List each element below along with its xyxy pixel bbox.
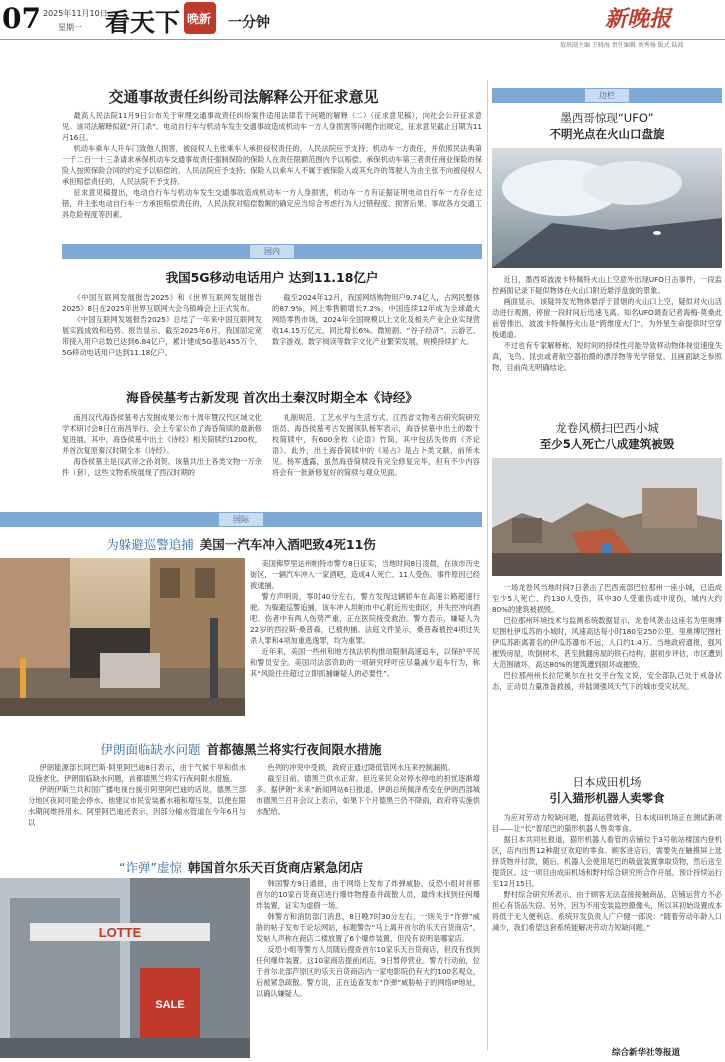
korea-article-title	[0, 858, 482, 876]
japan-article-title: 日本成田机场	[572, 775, 642, 789]
car-paragraph: 警方声明说，零时40分左右，警方发现这辆轿车在高速公路超速行驶。为躲避巡警追捕，该车冲入坦帕市中心附近历史街区，并失控冲向酒吧。伤者中有两人伤势严重，正在医院接受救治。警方表示，嫌疑人为22岁的西拉斯·桑普森，已被拘捕。法庭文件显示，桑普森被控4项过失杀人罪和4项加重逃逸罪，均为重罪。	[250, 592, 481, 645]
iran-paragraph: 伊朗伊斯兰共和国广播电视台援引阿里阿巴迪的话说，德黑兰部分地区夜间可能会停水。他建议市民安装蓄水箱和增压泵，以便在限水期间维持用水。阿里阿巴迪还表示，因部分输水管道在今年6月与以	[28, 785, 246, 827]
car-article-kicker: 为躲避巡警追捕	[106, 537, 194, 552]
haihunhou-article-col2	[272, 412, 480, 478]
car-article-title	[0, 535, 482, 553]
tornado-damage-photo	[492, 458, 722, 576]
lead-paragraph: 最高人民法院11月9日公布关于审理交通事故责任纠纷案件适用法律若干问题的解释（二）（征求意见稿），向社会公开征求意见。该司法解释拟就“开门杀”、电动自行车与机动车发生交通事故造成机动车一方人身损害等问题作出规定，征求意见截止日期为11月16日。	[62, 111, 482, 142]
car-crash-photo-image	[0, 558, 245, 716]
section-title: 看天下	[105, 8, 181, 37]
brazil-paragraph: 巴拉那州环境技术与监测系统数据显示，龙卷风袭击这座名为里奥博尼图杜伊瓜苏的小城时，风速高达每小时180至250公里。里奥博尼图杜伊瓜苏距离著名的伊瓜苏瀑布不远，人口约1.4万。当地政府通报，强风摧毁房屋，吹倒树木，甚至掀翻房屋的铁石结构，据初步评估，市区遭到大范围破坏，高达80%的建筑遭到损坏或摧毁。	[492, 616, 723, 669]
section-label-international	[0, 512, 482, 527]
section-label-domestic	[62, 244, 482, 259]
korea-article-kicker: “诈弹”虚惊	[119, 860, 182, 875]
iran-article-col2	[256, 762, 480, 817]
car-paragraph: 美国佛罗里达州帕特市警方8日证实，当地时间8日凌晨，在该市历史街区，一辆汽车冲入一家酒吧，造成4人死亡、11人受伤。事件原因已经被逮捕。	[250, 559, 480, 590]
iran-article-head: 首都德黑兰将实行夜间限水措施	[206, 742, 382, 757]
korea-paragraph: 反恐小组等警方人员随后搜查首尔10家乐天百货商店，但没有找到任何爆炸装置。这10家商店提前闭店，9日暂停营业。警方行动前，位于首尔北部芦原区的乐天百货商店内一家电影院仍有大约100名观众，后被紧急疏散。警方说，正在追查发布“诈弹”威胁帖子的网络IP地址，以确认嫌疑人。	[256, 945, 480, 998]
page-header	[0, 0, 725, 49]
haihunhou-paragraph: 礼制规范、工艺水平与生活方式。江西省文物考古研究院研究馆员、海昏侯墓考古发掘领队杨军表示，海昏侯墓中出土的数千枚简牍中，有600余枚《论语》竹简，其中包括失传的《齐论语》。此外，出土海昏简牍中的《易占》是占卜类文献，前所未见。杨军透露，虽然海昏简牍没有完全修复完毕，但有不少内容将会有一批新修复好的简牍与观众见面。	[272, 413, 480, 477]
issue-weekday: 星期一	[58, 23, 82, 32]
editor-credits: 值班副主编 王晓海 责任编辑 刘秀扬 版式 陆波	[560, 42, 684, 49]
5g-article-title: 我国5G移动电话用户 达到11.18亿户	[165, 270, 379, 285]
ufo-article-title: 墨西哥惊现“UFO”	[560, 111, 654, 125]
iran-paragraph: 伊朗能源部长阿巴斯·阿里阿巴迪8日表示，由于气候干旱和供水设施老化，伊朗面临缺水问题，首都德黑兰将实行夜间限水措施。	[28, 763, 246, 783]
japan-paragraph: 据日本共同社报道，猫形机器人看管的店铺位于3号航站楼国内登机区，店内出售12种甜豆欢迎的零食。顾客进店后，需要先在触摸屏上选择货物并付款，随后，机器人会使用尾巴的吸盘装置拿取货物，然后送至提货区。这一项目由成田机场和野村综合研究所合作开展，预计持续运行至12月15日。	[492, 835, 723, 888]
section-logo	[184, 2, 216, 34]
column-divider	[487, 80, 488, 1050]
korea-article-body	[256, 878, 480, 999]
iran-article-title	[0, 740, 482, 758]
car-paragraph: 近年来，美国一些州和地方执法机构推动限制高速追车，以保护平民和警员安全。美国司法部资助的一项研究呼吁应尽量减少追车行为，称其“风险往往超过立即抓捕嫌疑人的必要性”。	[250, 647, 480, 678]
lead-body	[62, 110, 482, 220]
section-label-international-text: 国际	[219, 513, 263, 526]
page-number: 07	[2, 2, 41, 35]
lead-paragraph: 征求意见稿提出，电动自行车与机动车发生交通事故造成机动车一方人身损害，机动车一方有证据证明电动自行车一方存在过错，并主张电动自行车一方承担赔偿责任的，人民法院对赔偿数额的确定应当综合考虑行为人过错程度、损害后果、事故各方交通工具危险程度等因素。	[62, 188, 482, 219]
ufo-paragraph: 近日，墨西哥波波卡特佩特火山上空意外出现UFO日击事件，一段监控画面记录下疑似物体在火山口附近悬浮盘旋的景象。	[492, 275, 722, 295]
section-label-trivia-text: 边栏	[585, 89, 629, 102]
section-label-trivia	[492, 88, 722, 103]
5g-article-col1	[62, 292, 262, 358]
source-credit: 综合新华社等报道	[612, 1048, 681, 1058]
ufo-article-body	[492, 274, 722, 373]
brazil-article-body	[492, 582, 722, 692]
5g-paragraph: 《中国互联网发展报告2025》和《世界互联网发展报告2025》8日在2025年世界互联网大会乌镇峰会上正式发布。	[62, 293, 262, 313]
lotte-store-photo	[0, 878, 250, 1058]
section-label-domestic-text: 国内	[250, 245, 294, 258]
lotte-store-photo-image	[0, 878, 250, 1058]
iran-article-kicker: 伊朗面临缺水问题	[100, 742, 201, 757]
section-logo-text: 晚新	[187, 12, 212, 26]
ufo-article-subtitle: 不明光点在火山口盘旋	[549, 127, 665, 141]
car-crash-photo	[0, 558, 245, 716]
japan-paragraph: 为应对劳动力短缺问题，提高运营效率，日本成田机场正在测试新项目——让“长”着尾巴的猫形机器人售卖零食。	[492, 813, 722, 833]
iran-article-col1	[28, 762, 246, 828]
ufo-photo	[492, 148, 722, 268]
car-article-body	[250, 558, 480, 679]
brazil-article-title: 龙卷风横扫巴西小城	[555, 421, 659, 435]
brazil-article-subtitle: 至少5人死亡八成建筑被毁	[539, 437, 675, 451]
masthead: 新晚报	[605, 6, 672, 32]
iran-paragraph: 色列的冲突中受损，政府正通过降低管网水压来控制漏损。	[267, 763, 455, 772]
ufo-photo-image	[492, 148, 722, 268]
haihunhou-article-title: 海昏侯墓考古新发现 首次出土秦汉时期全本《诗经》	[126, 390, 418, 405]
ufo-paragraph: 画面显示，该疑异发光物体悬浮于冒烟的火山口上空，疑似对火山活动进行观测，停留一段时间后迅速飞离。知名UFO调查记者海梅·莫桑此前曾推出，波波卡特佩特火山是“跨维度大门”，为外星生命提供时空穿梭通道。	[492, 297, 722, 339]
brazil-paragraph: 巴拉那州州长拉尼奥尔在社交平台发文说，安全部队已处于戒备状态，正动员力量准备救援，并陆调强风天气下的城市受灾状况。	[492, 671, 722, 691]
5g-paragraph: 截至2024年12月，我国网络购物用户9.74亿人，占网民整体的87.9%，网上零售额增长7.2%，中国连续12年成为全球最大网络零售市场，2024年全国规模以上文化及相关产业企业实现营收14.15万亿元，同比增长6%。微短剧、“谷子经济”、云游艺、数字游戏、数字阅读等数字文化产业繁荣发展，规模持续扩大。	[272, 293, 480, 346]
lead-title: 交通事故责任纠纷司法解释公开征求意见	[108, 88, 379, 106]
japan-article-subtitle: 引入猫形机器人卖零食	[549, 791, 665, 805]
car-article-head: 美国一汽车冲入酒吧致4死11伤	[199, 537, 376, 552]
haihunhou-paragraph: 南昌汉代海昏侯墓考古发掘成果公布十周年暨汉代区域文化学术研讨会8日在南昌举行。会上专家公布了海昏简牍的最新修复进展，其中，海昏侯墓中出土《诗经》相关简牍约1200枚，并首次复原秦汉时期全本《诗经》。	[62, 413, 262, 455]
5g-article-col2	[272, 292, 480, 347]
sale-banner: SALE	[155, 999, 185, 1011]
haihunhou-article-col1	[62, 412, 262, 478]
japan-article-body	[492, 812, 722, 933]
section-tagline: 一分钟	[228, 15, 270, 31]
korea-paragraph: 韩国警方9日通报，由于网络上发布了炸弹威胁，反恐小组对首都首尔的10家百货商店进行爆炸物搜查并疏散人员，最终未找到任何爆炸装置，证实为虚假一场。	[256, 879, 480, 910]
korea-paragraph: 韩警方和消防部门消息，8日晚7时30分左右，一则关于“诈弹”威胁的帖子发布于论坛网站，标题警告“马上离开首尔的乐天百货商店”，发帖人声称在商店二楼放置了6个爆炸装置，但没有说明是哪家店。	[256, 912, 480, 943]
haihunhou-paragraph: 海昏侯墓主是汉武帝之孙刘贺。该墓共出土各类文物一万余件（套），这些文物系统展现了西汉时期的	[62, 457, 262, 477]
lotte-sign: LOTTE	[98, 925, 142, 940]
5g-paragraph: 《中国互联网发展报告2025》总结了一年来中国互联网发展实践成效和趋势。报告显示，截至2025年6月，我国固定宽带接入用户总数已达到6.84亿户，累计建成5G基站455万个，5G移动电话用户达到11.18亿户。	[62, 315, 262, 357]
issue-date: 2025年11月10日	[43, 9, 108, 18]
korea-article-head: 韩国首尔乐天百货商店紧急闭店	[187, 860, 363, 875]
lead-paragraph: 机动车乘车人开车门致他人损害，被侵权人主张乘车人承担侵权责任的，人民法院应予支持；机动车一方责任，并依照民法典第一千二百一十三条请求承保机动车交通事故责任强制保险的保险人在责任限额范围内予以赔偿、承保机动车第三者责任商业保险的保险人按照保险合同的约定予以赔偿的，人民法院应予支持；保险人以乘车人不属于被保险人或其允许的驾驶人为由主张不向被侵权人承担赔偿责任的，人民法院不予支持。	[62, 144, 482, 186]
ufo-paragraph: 不过也有专家解释称，短时间的持续性可能导致移动物体视觉速度失真，飞鸟、昆虫或者航空器拍摄的漂浮物等光学错觉，且画面缺乏参照物，目前尚无明确结论。	[492, 341, 722, 372]
brazil-paragraph: 一场龙卷风当地时间7日袭击了巴西南部巴拉那州一座小城，已造成至少5人死亡、约130人受伤，其中30人受重伤或中度伤，城内大约80%的建筑被损毁。	[492, 583, 722, 614]
tornado-damage-photo-image	[492, 458, 722, 576]
iran-paragraph: 截至目前，德黑兰供水正常。但近来民众对停水停电的担忧逐渐增多。据伊朗“未来”新闻网站6日报道，伊朗总统佩泽希安在伊朗西部城市德黑兰召开会议上表示，如果下个月德黑兰仍不降雨，政府将实施供水配给。	[256, 774, 480, 816]
japan-paragraph: 野村综合研究所表示，由于顾客无法直接接触商品，店铺运营方不必担心有货品失窃。另外，因为不用安装监控摄像头，所以其初始设置成本将低于无人便利店。系统开发负责人广户健一郎说：“随着劳动年龄人口减少，我们希望这套系统能解决劳动力短缺问题。”	[492, 890, 723, 932]
